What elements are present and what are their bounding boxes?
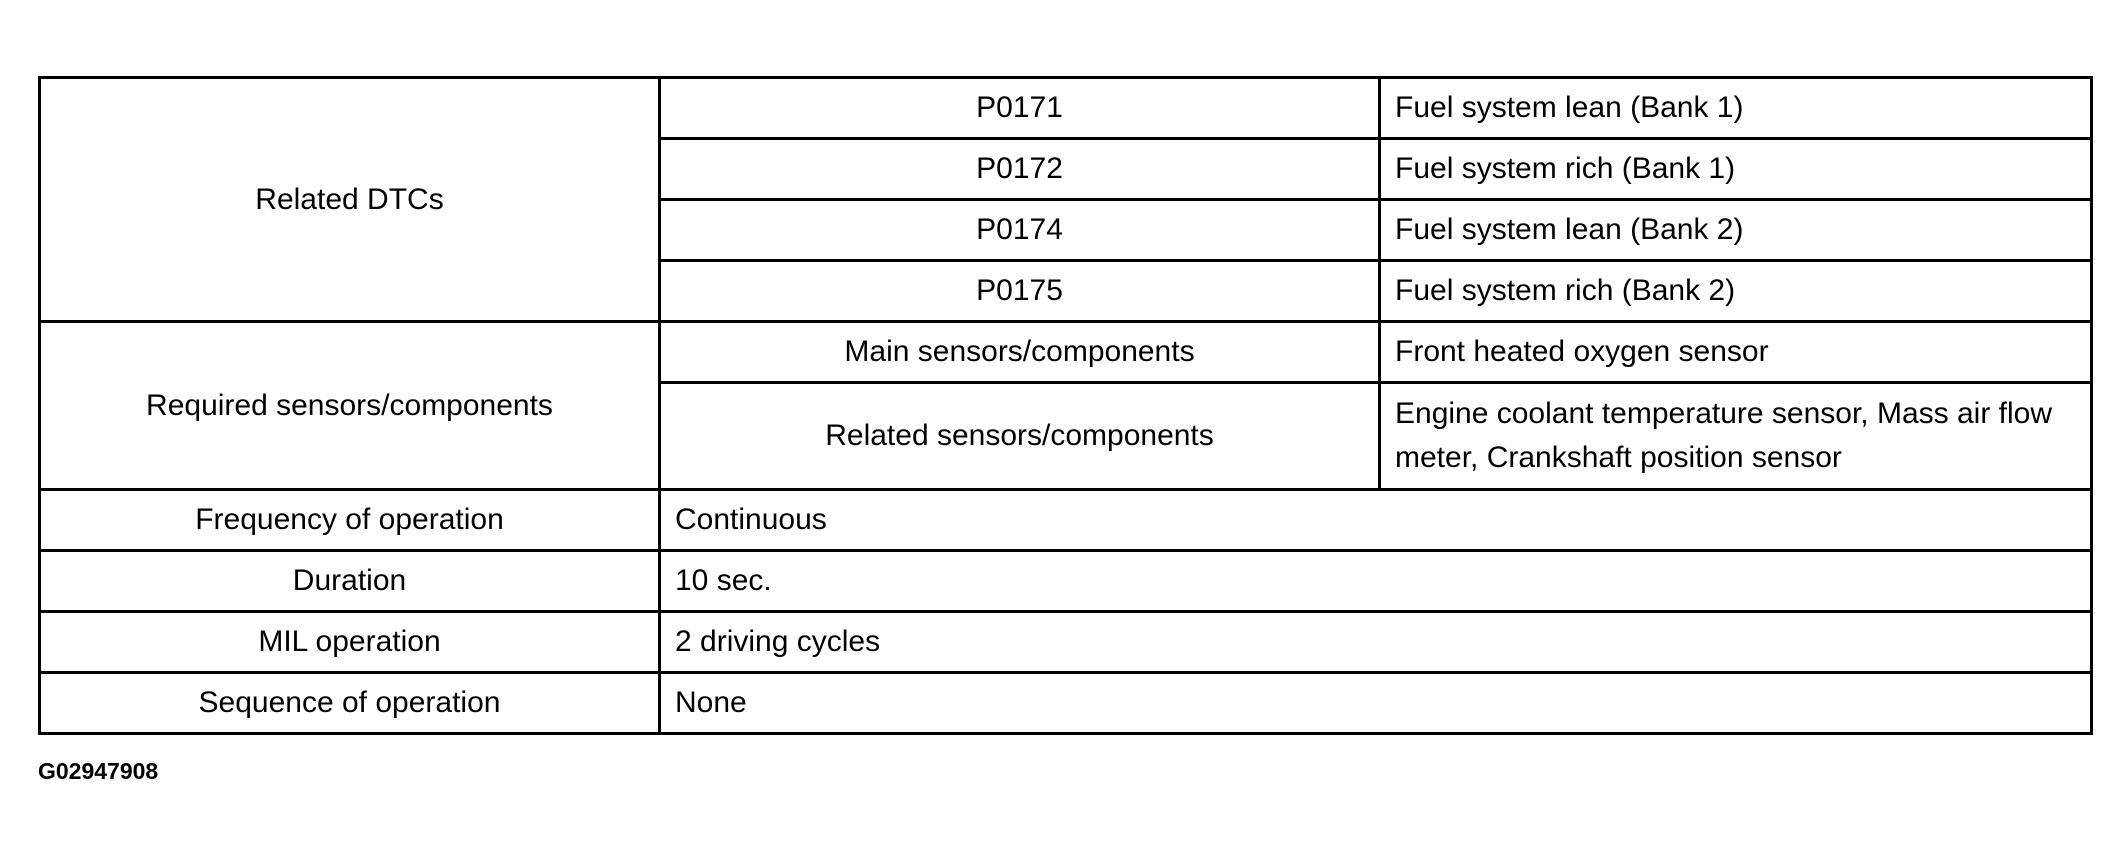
frequency-value: Continuous [660, 490, 2092, 551]
table-row [40, 490, 2092, 551]
table-row [40, 322, 2092, 383]
dtc-code: P0171 [660, 78, 1380, 139]
dtc-description: Fuel system lean (Bank 2) [1380, 200, 2092, 261]
mil-operation-label: MIL operation [40, 612, 660, 673]
sequence-label: Sequence of operation [40, 673, 660, 734]
required-sensors-label: Required sensors/components [40, 322, 660, 490]
duration-value: 10 sec. [660, 551, 2092, 612]
related-dtcs-label: Related DTCs [40, 78, 660, 322]
main-sensors-value: Front heated oxygen sensor [1380, 322, 2092, 383]
dtc-code: P0175 [660, 261, 1380, 322]
dtc-description: Fuel system rich (Bank 1) [1380, 139, 2092, 200]
duration-label: Duration [40, 551, 660, 612]
main-sensors-label: Main sensors/components [660, 322, 1380, 383]
dtc-description: Fuel system rich (Bank 2) [1380, 261, 2092, 322]
mil-operation-value: 2 driving cycles [660, 612, 2092, 673]
dtc-description: Fuel system lean (Bank 1) [1380, 78, 2092, 139]
sequence-value: None [660, 673, 2092, 734]
table-row [40, 78, 2092, 139]
table-row [40, 673, 2092, 734]
table-row [40, 551, 2092, 612]
dtc-code: P0172 [660, 139, 1380, 200]
dtc-code: P0174 [660, 200, 1380, 261]
table-row [40, 612, 2092, 673]
related-sensors-label: Related sensors/components [660, 383, 1380, 490]
frequency-label: Frequency of operation [40, 490, 660, 551]
figure-id: G02947908 [38, 758, 159, 784]
related-sensors-value: Engine coolant temperature sensor, Mass air flow meter, Crankshaft position sensor [1380, 383, 2092, 490]
monitor-spec-table [38, 76, 2093, 735]
